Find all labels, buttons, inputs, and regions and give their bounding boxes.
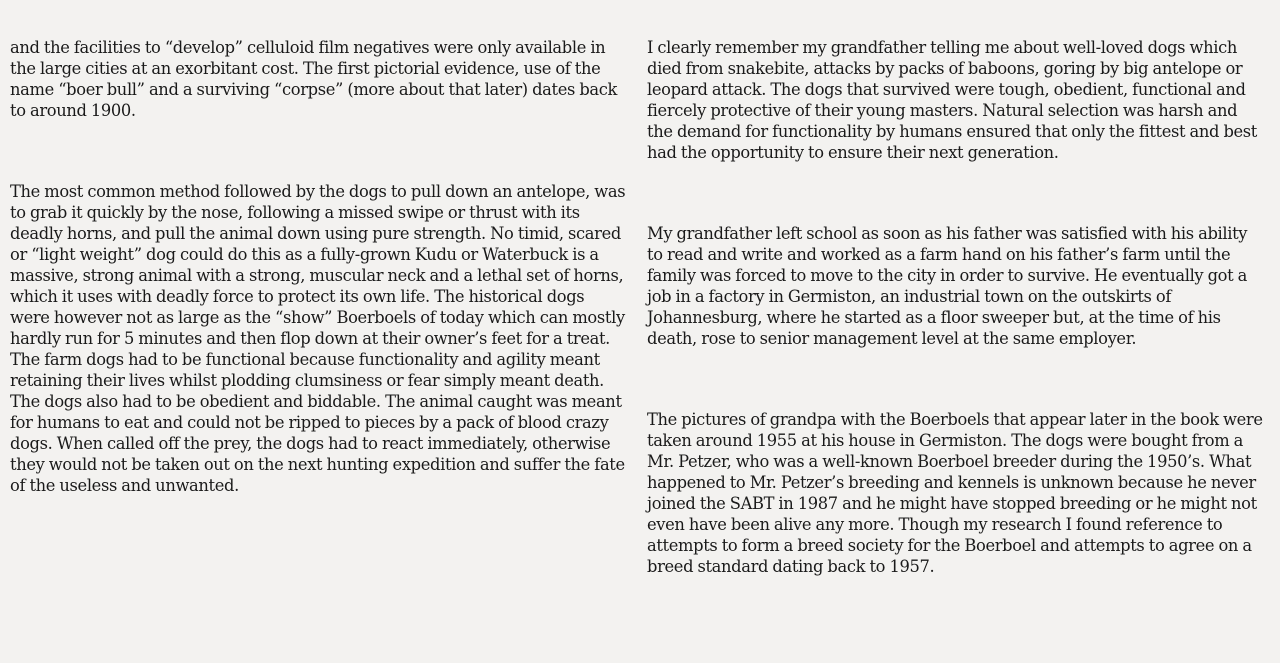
left-text-column (10, 37, 628, 496)
paragraph-grandfather-career: My grandfather left school as soon as his father was satisfied with his ability to read and write and worked as a farm hand on his father’s farm until the family was forced to move to the city in order to survive. He eventually got a job in a factory in Germiston, an industrial town on the outskirts of Johannesburg, where he started as a floor sweeper but, at the time of his death, rose to senior management level at the same employer. (647, 224, 1248, 348)
right-text-column (647, 37, 1267, 577)
paragraph-grandfather-dogs: I clearly remember my grandfather telling me about well-loved dogs which died from snakebite, attacks by packs of baboons, goring by big antelope or leopard attack. The dogs that survived were tough, obedient, functional and fiercely protective of their young masters. Natural selection was harsh and the demand for functionality by humans ensured that only the fittest and best had the opportunity to ensure their next generation. (647, 38, 1257, 162)
paragraph-hunting-method: The most common method followed by the dogs to pull down an antelope, was to grab it quickly by the nose, following a missed swipe or thrust with its deadly horns, and pull the animal down using pure strength. No timid, scared or “light weight” dog could do this as a fully-grown Kudu or Waterbuck is a massive, strong animal with a strong, muscular neck and a lethal set of horns, which it uses with deadly force to protect its own life. The historical dogs were however not as large as the “show” Boerboels of today which can mostly hardly run for 5 minutes and then flop down at their owner’s feet for a treat. The farm dogs had to be functional because functionality and agility meant retaining their lives whilst plodding clumsiness or fear simply meant death. The dogs also had to be obedient and biddable. The animal caught was meant for humans to eat and could not be ripped to pieces by a pack of blood crazy dogs. When called off the prey, the dogs had to react immediately, otherwise they would not be taken out on the next hunting expedition and suffer the fate of the useless and unwanted. (10, 182, 626, 495)
paragraph-grandpa-pictures: The pictures of grandpa with the Boerboels that appear later in the book were taken around 1955 at his house in Germiston. The dogs were bought from a Mr. Petzer, who was a well-known Boerboel breeder during the 1950’s. What happened to Mr. Petzer’s breeding and kennels is unknown because he never joined the SABT in 1987 and he might have stopped breeding or he might not even have been alive any more. Though my research I found reference to attempts to form a breed society for the Boerboel and attempts to agree on a breed standard dating back to 1957. (647, 410, 1263, 576)
paragraph-film-negatives: and the facilities to “develop” celluloid film negatives were only available in the large cities at an exorbitant cost. The first pictorial evidence, use of the name “boer bull” and a surviving “corpse” (more about that later) dates back to around 1900. (10, 38, 618, 120)
